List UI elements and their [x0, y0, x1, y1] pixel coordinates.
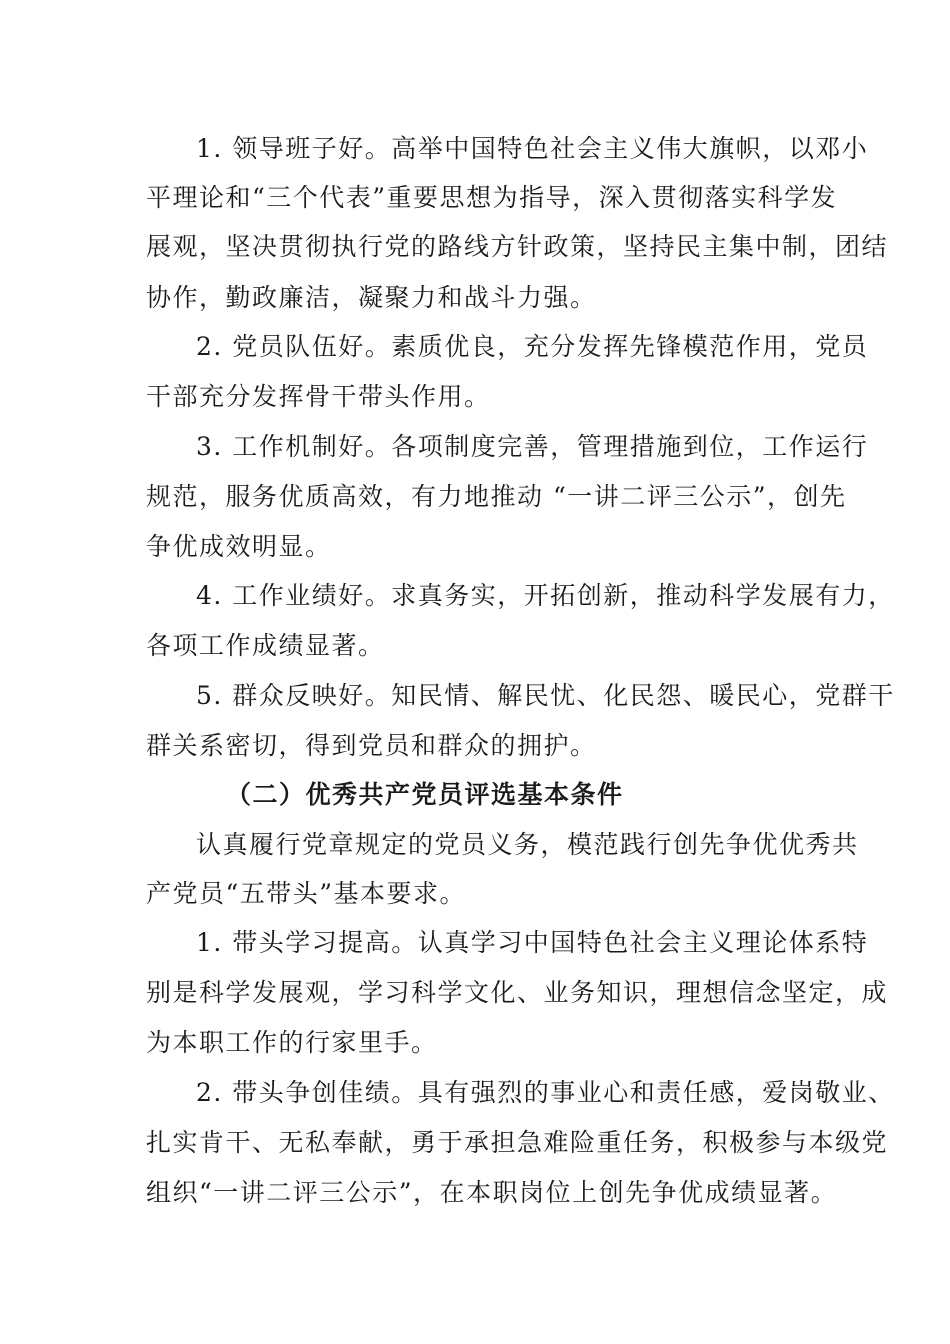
section-heading: （二）优秀共产党员评选基本条件 — [226, 780, 624, 809]
paragraph-line: 4. 工作业绩好。求真务实，开拓创新，推动科学发展有力， — [196, 581, 895, 610]
paragraph-line: 群关系密切，得到党员和群众的拥护。 — [146, 731, 597, 760]
paragraph-line: 1. 带头学习提高。认真学习中国特色社会主义理论体系特 — [196, 928, 869, 957]
paragraph-line: 干部充分发挥骨干带头作用。 — [146, 382, 491, 411]
paragraph-line: 协作，勤政廉洁，凝聚力和战斗力强。 — [146, 283, 597, 312]
paragraph-line: 展观，坚决贯彻执行党的路线方针政策，坚持民主集中制，团结 — [146, 232, 889, 261]
paragraph-line: 扎实肯干、无私奉献，勇于承担急难险重任务，积极参与本级党 — [146, 1128, 889, 1157]
paragraph-line: 为本职工作的行家里手。 — [146, 1028, 438, 1057]
paragraph-line: 5. 群众反映好。知民情、解民忧、化民怨、暖民心，党群干 — [196, 681, 895, 710]
paragraph-line: 别是科学发展观，学习科学文化、业务知识，理想信念坚定，成 — [146, 978, 889, 1007]
paragraph-line: 1. 领导班子好。高举中国特色社会主义伟大旗帜，以邓小 — [196, 134, 869, 163]
paragraph-line: 3. 工作机制好。各项制度完善，管理措施到位，工作运行 — [196, 432, 869, 461]
paragraph-line: 产党员“五带头”基本要求。 — [146, 879, 467, 908]
paragraph-line: 2. 带头争创佳绩。具有强烈的事业心和责任感，爱岗敬业、 — [196, 1078, 895, 1107]
paragraph-line: 争优成效明显。 — [146, 532, 332, 561]
paragraph-line: 各项工作成绩显著。 — [146, 631, 385, 660]
paragraph-line: 组织“一讲二评三公示”，在本职岗位上创先争优成绩显著。 — [146, 1178, 838, 1207]
paragraph-line: 规范，服务优质高效，有力地推动 “一讲二评三公示”，创先 — [146, 482, 847, 511]
paragraph-line: 平理论和“三个代表”重要思想为指导，深入贯彻落实科学发 — [146, 183, 838, 212]
paragraph-line: 认真履行党章规定的党员义务，模范践行创先争优优秀共 — [196, 830, 859, 859]
paragraph-line: 2. 党员队伍好。素质优良，充分发挥先锋模范作用，党员 — [196, 332, 869, 361]
